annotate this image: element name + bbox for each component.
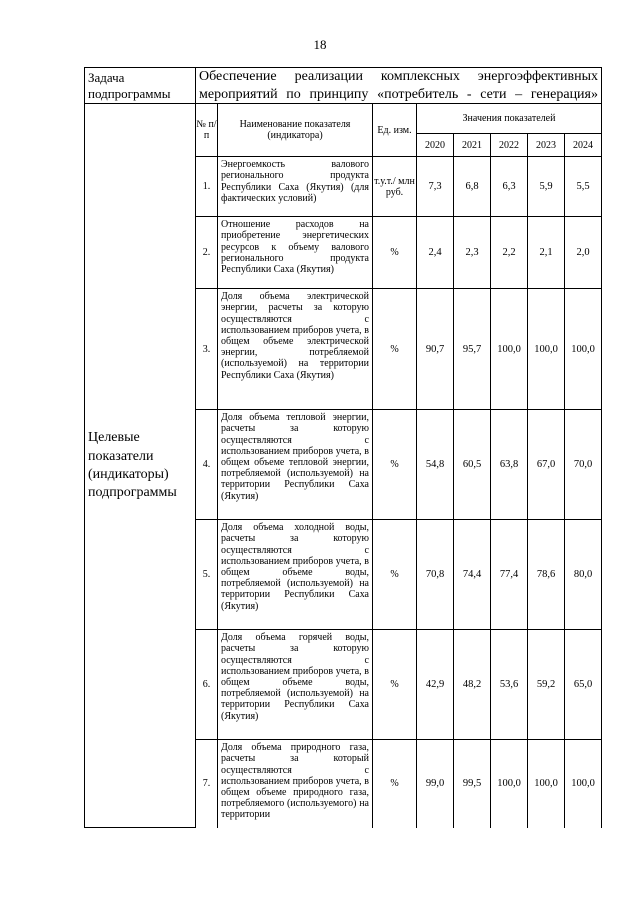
row-name: Энергоемкость валового регионального продукта Республики Саха (Якутия) (для фактических условий) xyxy=(218,157,373,217)
row-value: 6,8 xyxy=(454,157,491,217)
header-year: 2021 xyxy=(454,134,491,157)
row-value: 90,7 xyxy=(417,289,454,410)
row-unit: % xyxy=(373,630,417,740)
row-num: 7. xyxy=(196,740,218,828)
row-value: 60,5 xyxy=(454,410,491,520)
row-name: Доля объема природного газа, расчеты за который осуществляются с использованием приборов учета, в общем объеме природного газа, потребляемого (используемого) на территории xyxy=(218,740,373,828)
row-value: 59,2 xyxy=(528,630,565,740)
row-value: 74,4 xyxy=(454,520,491,630)
row-value: 100,0 xyxy=(528,289,565,410)
row-unit: % xyxy=(373,217,417,289)
row-unit: % xyxy=(373,520,417,630)
row-num: 4. xyxy=(196,410,218,520)
row-value: 2,3 xyxy=(454,217,491,289)
row-unit: % xyxy=(373,410,417,520)
header-year: 2023 xyxy=(528,134,565,157)
row-value: 5,9 xyxy=(528,157,565,217)
header-unit: Ед. изм. xyxy=(373,104,417,157)
row-value: 2,1 xyxy=(528,217,565,289)
row-name: Отношение расходов на приобретение энергетических ресурсов к объему валового регионального продукта Республики Саха (Якутия) xyxy=(218,217,373,289)
row-value: 70,0 xyxy=(565,410,602,520)
row-value: 99,0 xyxy=(417,740,454,828)
row-value: 100,0 xyxy=(491,740,528,828)
row-value: 54,8 xyxy=(417,410,454,520)
row-value: 53,6 xyxy=(491,630,528,740)
row-value: 95,7 xyxy=(454,289,491,410)
indicators-table xyxy=(84,67,602,828)
row-value: 80,0 xyxy=(565,520,602,630)
row-value: 65,0 xyxy=(565,630,602,740)
row-value: 77,4 xyxy=(491,520,528,630)
row-value: 7,3 xyxy=(417,157,454,217)
row-value: 100,0 xyxy=(528,740,565,828)
task-label: Задача подпрограммы xyxy=(85,68,196,104)
row-value: 42,9 xyxy=(417,630,454,740)
row-num: 2. xyxy=(196,217,218,289)
row-value: 2,0 xyxy=(565,217,602,289)
row-value: 99,5 xyxy=(454,740,491,828)
row-unit: % xyxy=(373,740,417,828)
row-value: 67,0 xyxy=(528,410,565,520)
row-value: 100,0 xyxy=(565,740,602,828)
task-text: Обеспечение реализации комплексных энергоэффективных мероприятий по принципу «потребитель - сети – генерация» xyxy=(196,68,602,104)
row-num: 1. xyxy=(196,157,218,217)
row-value: 5,5 xyxy=(565,157,602,217)
header-values-title: Значения показателей xyxy=(417,104,602,134)
row-value: 6,3 xyxy=(491,157,528,217)
header-num: № п/п xyxy=(196,104,218,157)
row-value: 48,2 xyxy=(454,630,491,740)
row-unit: т.у.т./ млн руб. xyxy=(373,157,417,217)
row-num: 5. xyxy=(196,520,218,630)
header-year: 2024 xyxy=(565,134,602,157)
header-year: 2020 xyxy=(417,134,454,157)
page-number: 18 xyxy=(313,37,327,52)
row-value: 100,0 xyxy=(565,289,602,410)
row-value: 78,6 xyxy=(528,520,565,630)
header-name: Наименование показателя (индикатора) xyxy=(218,104,373,157)
row-value: 70,8 xyxy=(417,520,454,630)
row-name: Доля объема тепловой энергии, расчеты за которую осуществляются с использованием приборов учета, в общем объеме тепловой энергии, потребляемой (используемой) на территории Республики Саха (Якутия) xyxy=(218,410,373,520)
row-name: Доля объема электрической энергии, расчеты за которую осуществляются с использованием приборов учета, в общем объеме электрической энергии, потребляемой (используемой) на территории Республики Саха (Якутия) xyxy=(218,289,373,410)
row-value: 100,0 xyxy=(491,289,528,410)
row-value: 63,8 xyxy=(491,410,528,520)
indicators-label: Целевые показатели (индикаторы) подпрограммы xyxy=(85,104,196,828)
row-unit: % xyxy=(373,289,417,410)
row-num: 3. xyxy=(196,289,218,410)
row-value: 2,2 xyxy=(491,217,528,289)
row-num: 6. xyxy=(196,630,218,740)
header-year: 2022 xyxy=(491,134,528,157)
row-name: Доля объема холодной воды, расчеты за которую осуществляются с использованием приборов учета, в общем объеме воды, потребляемой (используемой) на территории Республики Саха (Якутия) xyxy=(218,520,373,630)
row-value: 2,4 xyxy=(417,217,454,289)
row-name: Доля объема горячей воды, расчеты за которую осуществляются с использованием приборов учета, в общем объеме воды, потребляемой (используемой) на территории Республики Саха (Якутия) xyxy=(218,630,373,740)
